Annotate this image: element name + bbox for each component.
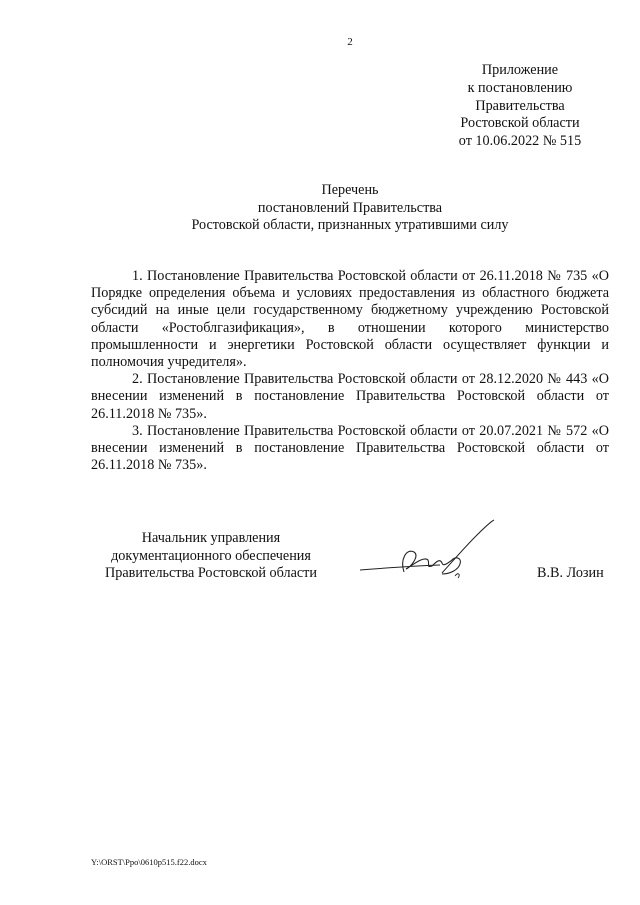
- appendix-line: к постановлению: [467, 79, 573, 96]
- resolution-list: [91, 268, 609, 474]
- signatory-position: [91, 530, 331, 583]
- title-line: Ростовской области, признанных утратившими силу: [191, 217, 509, 234]
- list-item: 2. Постановление Правительства Ростовской области от 28.12.2020 № 443 «О внесении изменений в постановление Правительства Ростовской области от 26.11.2018 № 735».: [91, 371, 609, 422]
- appendix-block: [430, 62, 610, 151]
- list-item: 1. Постановление Правительства Ростовской области от 26.11.2018 № 735 «О Порядке определения объема и условиях предоставления из областного бюджета субсидий на иные цели государственному бюджетному учреждению Ростовской области «Ростоблгазификация», в отношении которого министерство промышленности и энергетики Ростовской области осуществляет функции и полномочия учредителя».: [91, 268, 609, 371]
- title-line: постановлений Правительства: [257, 199, 443, 216]
- appendix-line: Ростовской области: [460, 115, 580, 132]
- appendix-line: от 10.06.2022 № 515: [458, 133, 582, 150]
- appendix-line: Правительства: [475, 97, 565, 114]
- position-line: Начальник управления: [141, 530, 281, 546]
- file-path-footer: Y:\ORST\Ppo\0610p515.f22.docx: [91, 857, 207, 867]
- position-line: документационного обеспечения: [111, 547, 311, 564]
- page-number: 2: [347, 36, 353, 48]
- position-line: Правительства Ростовской области: [105, 565, 317, 582]
- list-item: 3. Постановление Правительства Ростовской области от 20.07.2021 № 572 «О внесении изменений в постановление Правительства Ростовской области от 26.11.2018 № 735».: [91, 422, 609, 474]
- signatory-name: В.В. Лозин: [537, 565, 604, 581]
- title-line: Перечень: [321, 182, 379, 198]
- handwritten-signature: [330, 516, 510, 586]
- document-title: [140, 182, 560, 235]
- appendix-line: Приложение: [481, 62, 559, 78]
